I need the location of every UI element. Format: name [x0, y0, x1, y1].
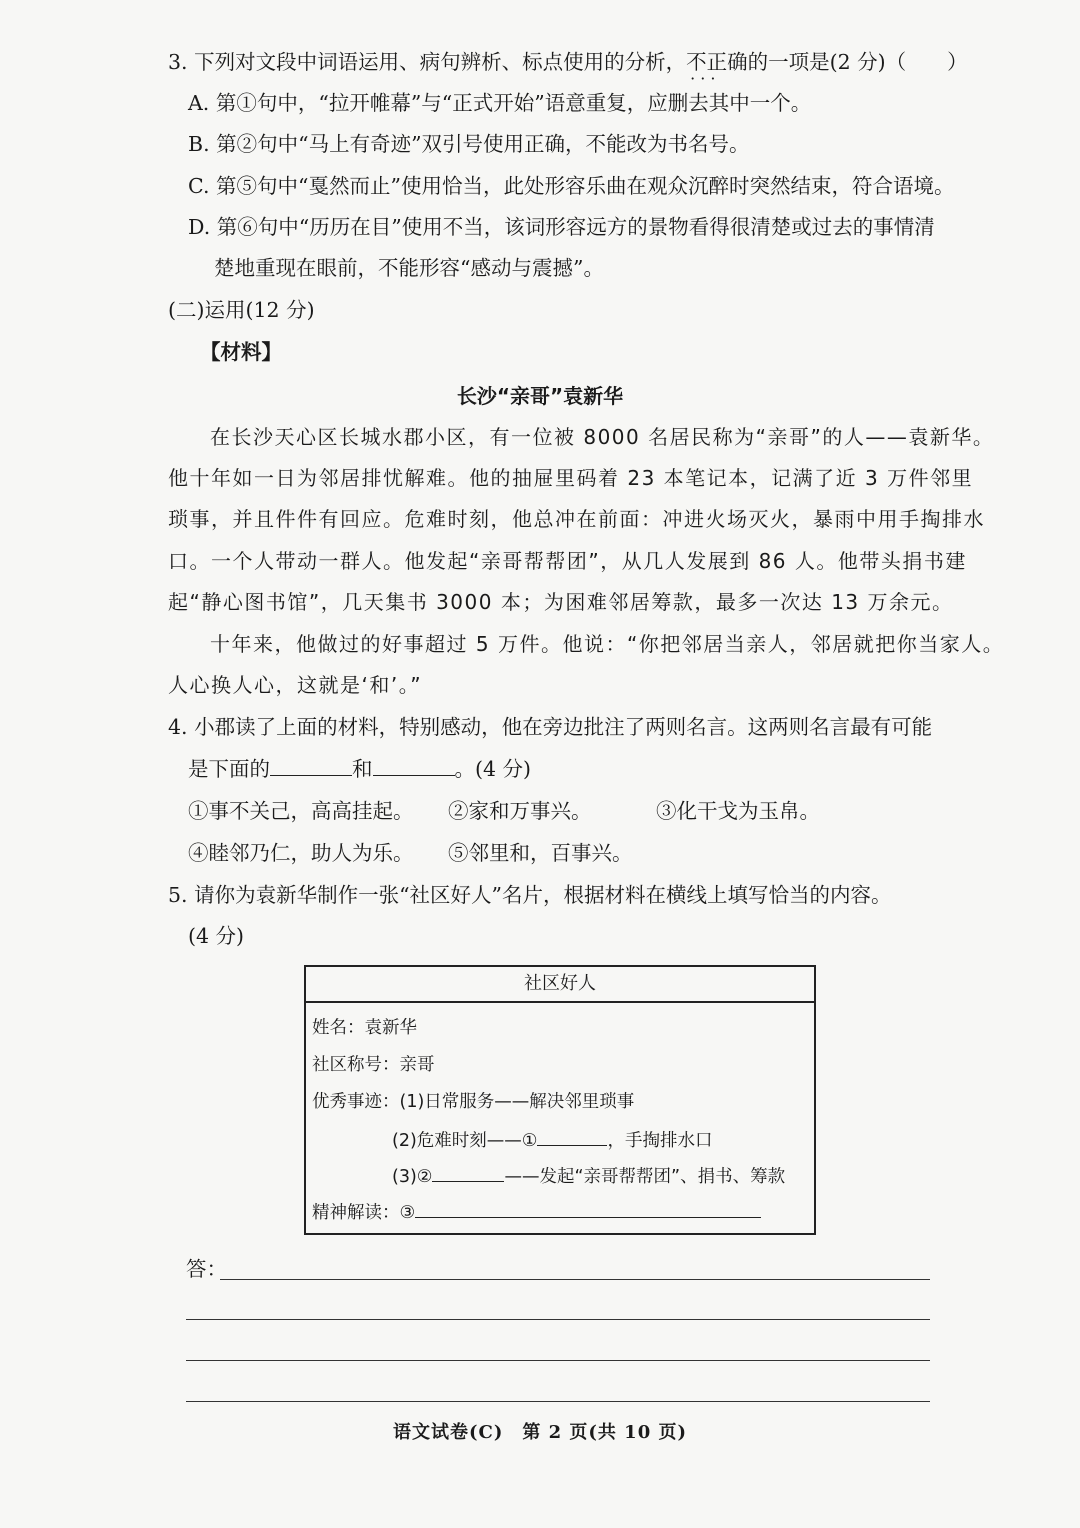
q4-option-2: ②家和万事兴。	[448, 799, 592, 823]
answer-line[interactable]	[186, 1319, 930, 1320]
card-spirit: 精神解读：③	[312, 1199, 761, 1225]
article-line: 他十年如一日为邻居排忧解难。他的抽屉里码着 23 本笔记本，记满了近 3 万件邻里	[168, 466, 974, 490]
card-header: 社区好人	[306, 967, 814, 1003]
card-name: 姓名：袁新华	[312, 1018, 417, 1038]
answer-label: 答：	[186, 1257, 227, 1281]
answer-line[interactable]	[186, 1360, 930, 1361]
card-deeds: 优秀事迹：(1)日常服务——解决邻里琐事	[312, 1092, 635, 1112]
q5-stem-line2: (4 分)	[188, 924, 245, 948]
emphasis-text: 不正确 · · ·	[686, 50, 748, 74]
q4-option-1: ①事不关己，高高挂起。	[188, 799, 414, 823]
article-line: 十年来，他做过的好事超过 5 万件。他说：“你把邻居当亲人，邻居就把你当家人。	[210, 632, 1005, 656]
card-item-2: (2)危难时刻——① ，手掏排水口	[392, 1127, 712, 1153]
card-title: 社区称号：亲哥	[312, 1055, 435, 1075]
answer-blank[interactable]	[373, 755, 455, 776]
answer-blank[interactable]	[537, 1127, 607, 1146]
article-line: 起“静心图书馆”，几天集书 3000 本；为困难邻居筹款，最多一次达 13 万余元。	[168, 590, 954, 614]
material-label: 【材料】	[200, 340, 282, 364]
page-footer: 语文试卷(C) 第 2 页(共 10 页)	[392, 1422, 688, 1443]
article-line: 口。一个人带动一群人。他发起“亲哥帮帮团”，从几人发展到 86 人。他带头捐书建	[168, 549, 967, 573]
answer-blank[interactable]	[432, 1163, 504, 1182]
answer-line[interactable]	[220, 1279, 930, 1280]
q3-option-d-line2: 楚地重现在眼前，不能形容“感动与震撼”。	[214, 256, 604, 280]
q4-option-3: ③化干戈为玉帛。	[656, 799, 820, 823]
community-card	[304, 965, 816, 1235]
q4-option-5: ⑤邻里和，百事兴。	[448, 841, 633, 865]
q3-option-d-line1: D. 第⑥句中“历历在目”使用不当，该词形容远方的景物看得很清楚或过去的事情清	[188, 215, 935, 239]
q4-option-4: ④睦邻乃仁，助人为乐。	[188, 841, 414, 865]
article-line: 琐事，并且件件有回应。危难时刻，他总冲在前面：冲进火场灭火，暴雨中用手掏排水	[168, 507, 985, 531]
article-line: 人心换人心，这就是‘和’。”	[168, 673, 423, 697]
q3-option-b: B. 第②句中“马上有奇迹”双引号使用正确，不能改为书名号。	[188, 132, 750, 156]
q3-option-c: C. 第⑤句中“戛然而止”使用恰当，此处形容乐曲在观众沉醉时突然结束，符合语境。	[188, 174, 955, 198]
q4-stem-line2: 是下面的 和 。(4 分)	[188, 757, 532, 781]
q3-option-a: A. 第①句中，“拉开帷幕”与“正式开始”语意重复，应删去其中一个。	[188, 91, 812, 115]
q3-stem: 3. 下列对文段中词语运用、病句辨析、标点使用的分析，不正确 · · ·的一项是(2 分)（ ）	[168, 47, 968, 77]
article-title: 长沙“亲哥”袁新华	[456, 384, 624, 408]
q5-stem-line1: 5. 请你为袁新华制作一张“社区好人”名片，根据材料在横线上填写恰当的内容。	[168, 883, 892, 907]
answer-blank[interactable]	[415, 1199, 761, 1218]
section-heading: (二)运用(12 分)	[168, 298, 315, 322]
card-item-3: (3)② ——发起“亲哥帮帮团”、捐书、筹款	[392, 1163, 785, 1189]
answer-blank[interactable]	[270, 755, 352, 776]
answer-line[interactable]	[186, 1401, 930, 1402]
q4-stem-line1: 4. 小郡读了上面的材料，特别感动，他在旁边批注了两则名言。这两则名言最有可能	[168, 715, 933, 739]
article-line: 在长沙天心区长城水郡小区，有一位被 8000 名居民称为“亲哥”的人——袁新华。	[210, 425, 995, 449]
